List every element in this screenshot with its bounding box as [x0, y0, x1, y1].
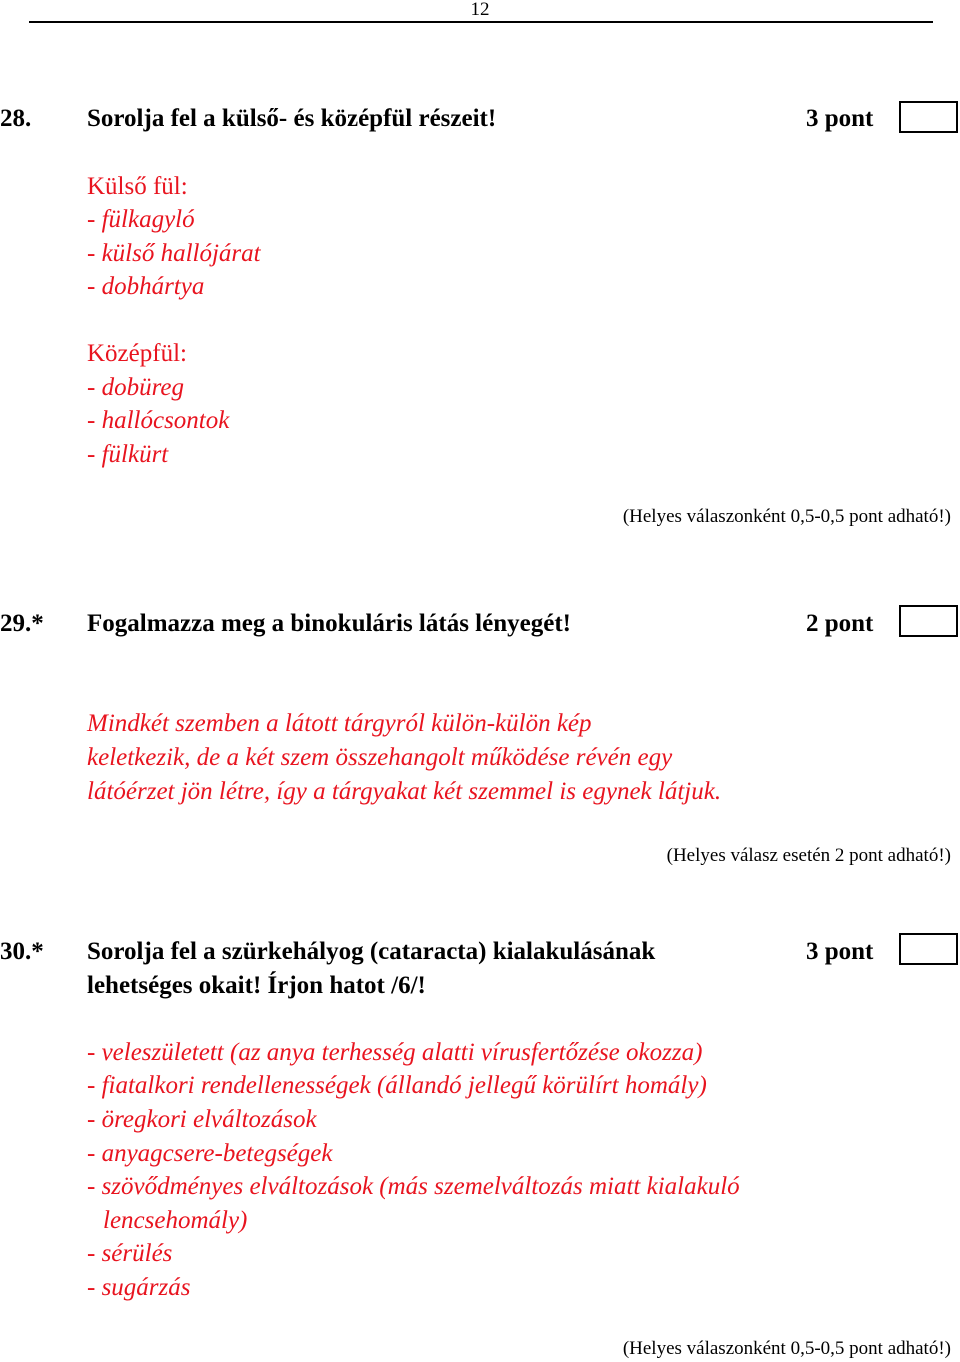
- q30-answer-item: - szövődményes elváltozások (más szemelváltozás miatt kialakuló: [87, 1173, 740, 1200]
- q29-text: Fogalmazza meg a binokuláris látás lényegét!: [87, 610, 571, 637]
- q30-answer-item: - fiatalkori rendellenességek (állandó jellegű körülírt homály): [87, 1072, 707, 1099]
- q30-number: 30.*: [0, 938, 44, 965]
- q30-answer-item: - sérülés: [87, 1240, 173, 1267]
- q28-text: Sorolja fel a külső- és középfül részeit!: [87, 105, 497, 132]
- q30-answer-item: - öregkori elváltozások: [87, 1106, 317, 1133]
- q28-middle-item: - dobüreg: [87, 374, 184, 401]
- q30-answer-item-continuation: lencsehomály): [103, 1207, 248, 1234]
- q30-answer-item: - sugárzás: [87, 1274, 191, 1301]
- q29-scoring-note: (Helyes válasz esetén 2 pont adható!): [666, 845, 951, 866]
- q30-score-box[interactable]: [899, 933, 958, 965]
- q28-number: 28.: [0, 105, 32, 132]
- header-rule: [29, 21, 933, 23]
- page-number: 12: [470, 0, 490, 20]
- q30-points: 3 pont: [806, 938, 874, 965]
- q30-answer-item: - anyagcsere-betegségek: [87, 1140, 333, 1167]
- q28-middle-ear-heading: Középfül:: [87, 340, 187, 367]
- q28-outer-ear-heading: Külső fül:: [87, 173, 188, 200]
- q28-scoring-note: (Helyes válaszonként 0,5-0,5 pont adható!): [622, 506, 951, 527]
- q30-answer-item: - veleszületett (az anya terhesség alatti vírusfertőzése okozza): [87, 1039, 703, 1066]
- q28-score-box[interactable]: [899, 101, 958, 133]
- q29-score-box[interactable]: [899, 605, 958, 637]
- q28-middle-item: - hallócsontok: [87, 407, 230, 434]
- q30-text-line1: Sorolja fel a szürkehályog (cataracta) kialakulásának: [87, 938, 656, 965]
- q28-outer-item: - dobhártya: [87, 273, 205, 300]
- q28-outer-item: - külső hallójárat: [87, 240, 261, 267]
- q29-answer: [87, 707, 721, 809]
- q29-answer-line: látóérzet jön létre, így a tárgyakat két szemmel is egynek látjuk.: [87, 778, 722, 805]
- q30-scoring-note: (Helyes válaszonként 0,5-0,5 pont adható!): [622, 1338, 951, 1359]
- q29-answer-line: keletkezik, de a két szem összehangolt működése révén egy: [87, 744, 673, 771]
- q28-outer-item: - fülkagyló: [87, 206, 195, 233]
- q30-text-line2: lehetséges okait! Írjon hatot /6/!: [87, 972, 426, 999]
- q29-points: 2 pont: [806, 610, 874, 637]
- q29-answer-line: Mindkét szemben a látott tárgyról külön-külön kép: [87, 710, 592, 737]
- q28-middle-item: - fülkürt: [87, 441, 169, 468]
- q28-points: 3 pont: [806, 105, 874, 132]
- q29-number: 29.*: [0, 610, 44, 637]
